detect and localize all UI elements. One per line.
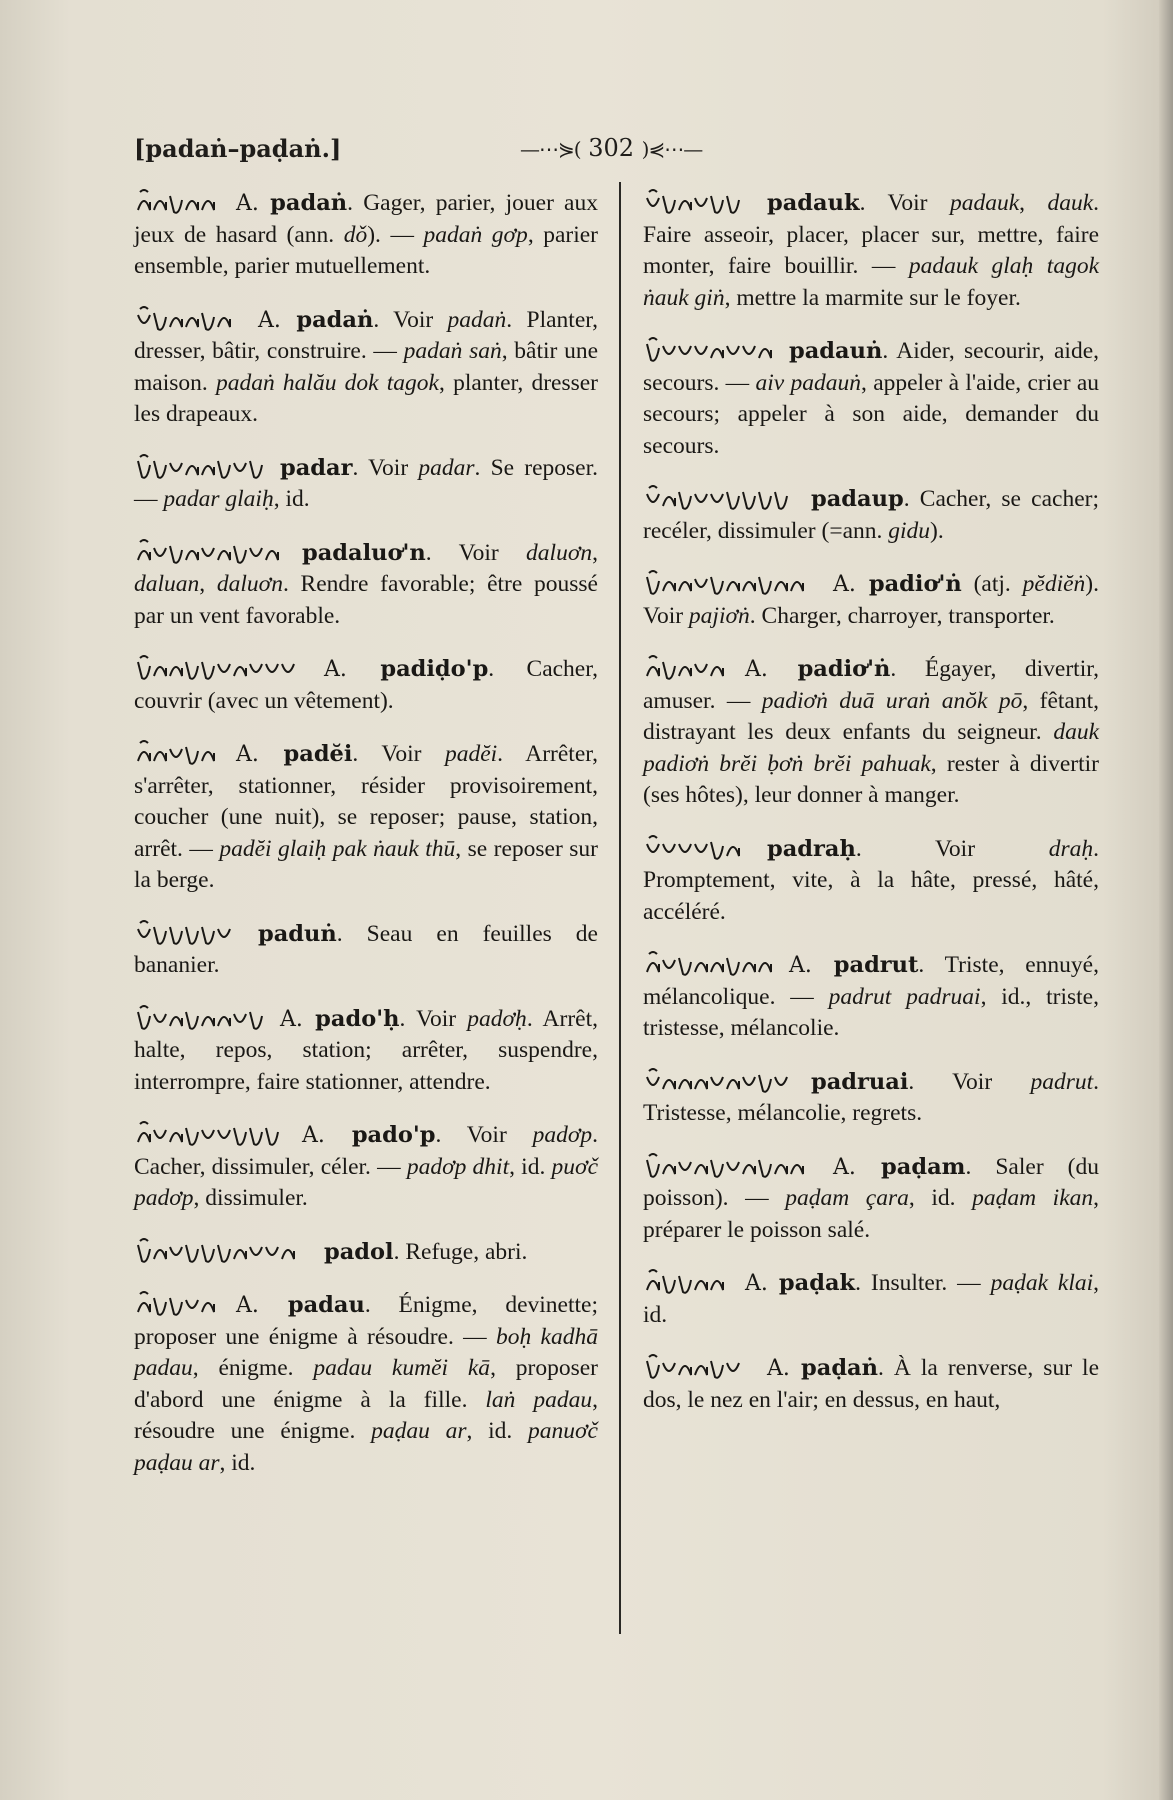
entry-definition: . Triste, ennuyé, mélancolique. — [643,952,1099,1010]
entry-example: padauk glaḥ tagok ṅauk giṅ [643,253,1100,311]
entry-headword: padiḍo'p [380,656,489,682]
entry-definition: . Cacher, se cacher; recéler, dissimuler (=ann. [643,486,1099,544]
entry-headword: paḍaṅ [801,1355,878,1381]
entry-definition: , [592,539,598,566]
entry-example: paḍam ikan [972,1185,1094,1211]
entry-origin-label: A. [789,953,834,978]
entry-example: daluơn [526,539,593,566]
dictionary-entry [134,305,598,431]
dictionary-entry [134,188,598,283]
dictionary-entry [643,834,1099,929]
entry-example: laṅ padau [485,1386,593,1413]
entry-definition: . Voir [908,1068,1031,1095]
cham-script-icon [134,1237,312,1267]
entry-origin-label: A. [236,1293,288,1318]
entry-example: paḍam çara [785,1185,909,1211]
entry-origin-label: A. [745,1271,779,1296]
dictionary-entry [643,336,1099,462]
right-ornament: )⋞⋯— [641,137,703,161]
cham-script-icon [643,484,799,514]
entry-definition: , fêtant, distrayant les deux enfants du seigneur. [643,687,1099,745]
entry-headword: padruai [811,1068,909,1095]
entry-definition: . Cacher, couvrir (avec un vêtement). [134,656,598,714]
dictionary-entry [643,1353,1099,1416]
entry-definition: . Voir [425,539,527,566]
cham-script-icon [643,1152,821,1182]
dictionary-entry [134,538,598,633]
entry-definition: . Planter, dresser, bâtir, construire. — [134,306,599,364]
dictionary-entry [134,1290,598,1479]
entry-example: dauk [1047,190,1094,216]
cham-script-icon [643,569,821,599]
entry-example: daluơn [216,571,283,597]
entry-definition: . Voir [855,835,1049,862]
entry-definition: . Rendre favorable; être poussé par un vent favorable. [134,571,598,629]
entry-definition: , id. [219,1449,256,1476]
cham-script-icon [643,336,777,366]
cham-script-icon [134,1120,290,1150]
entry-definition: , préparer le poisson salé. [643,1185,1100,1243]
entry-example: padơp [532,1122,593,1148]
entry-origin-label: A. [745,657,798,682]
entry-example: padau kumĕi kā [313,1355,491,1381]
entry-definition: . Voir [352,454,419,481]
entry-example: gidu [888,517,931,544]
entry-definition: , id. [908,1185,973,1211]
cham-script-icon [134,1290,224,1320]
entry-example: padar glaiḥ [163,486,274,512]
entry-origin-label: A. [767,1356,802,1381]
entry-example: padaṅ [447,306,507,333]
cham-script-icon [643,834,755,864]
cham-script-icon [134,654,312,684]
cham-script-icon [134,453,268,483]
entry-headword: padaup [811,486,904,512]
entry-definition: (atj. [961,571,1023,597]
entry-definition: . Promptement, vite, à la hâte, pressé, hâté, accéléré. [643,835,1099,925]
entry-example: padrut [1030,1068,1094,1095]
entry-headword: padrut [833,952,919,978]
entry-example: pĕdiĕṅ [1022,571,1086,597]
entry-definition: ). [930,517,944,544]
entry-definition: , id., triste, tristesse, mélancolie. [643,983,1099,1041]
entry-origin-label: A. [302,1123,352,1148]
entry-example: puơč padơp [134,1153,599,1211]
entry-origin-label: A. [236,742,284,767]
entry-headword: paḍak [778,1270,856,1296]
entry-definition: . Faire asseoir, placer, placer sur, mettre, faire monter, faire bouillir. — [643,190,1100,279]
entry-definition: . Arrêt, halte, repos, station; arrêter, suspendre, interrompre, faire stationner, attendre. [134,1005,598,1095]
entry-headword: paduṅ [258,920,337,947]
cham-script-icon [643,950,777,980]
cham-script-icon [134,188,224,218]
left-column [134,188,598,1501]
dictionary-entry [643,569,1099,632]
entry-origin-label: A. [324,657,381,682]
entry-definition: , id. [509,1153,552,1180]
entry-definition: . Charger, charroyer, transporter. [749,602,1055,629]
dictionary-entry [134,453,598,516]
entry-headword: padaluơ'n [302,539,426,566]
entry-example: padrut padruai [828,983,981,1010]
entry-definition: . Tristesse, mélancolie, regrets. [643,1068,1099,1126]
entry-definition: , id. [273,486,310,512]
entry-definition: . Seau en feuilles de bananier. [134,920,598,978]
dictionary-entry [134,739,598,897]
entry-origin-label: A. [258,307,297,333]
cham-script-icon [643,188,755,218]
entry-definition: . Voir [859,190,950,216]
entry-example: draḥ [1048,835,1094,862]
entry-definition: . Insulter. — [855,1270,991,1296]
entry-example: padơp dhit [406,1153,510,1180]
entry-definition: , énigme. [192,1355,314,1381]
entry-example: paḍak klai [990,1270,1094,1296]
dictionary-entry [134,1004,598,1099]
entry-headword: paḍam [881,1153,966,1180]
dictionary-entry [134,1120,598,1215]
entry-example: padaṅ halău dok tagok [215,369,439,396]
dictionary-entry [643,188,1099,314]
entry-example: dauk padiơṅ brĕi ḅơṅ brĕi pahuak [643,719,1099,777]
entry-definition: . Égayer, divertir, amuser. — [643,656,1099,714]
entry-definition: , [1019,190,1048,216]
entry-example: padar [418,454,475,481]
cham-script-icon [134,305,246,335]
entry-definition: . À la renverse, sur le dos, le nez en l'air; en dessus, en haut, [643,1355,1100,1413]
dictionary-entry [643,654,1099,812]
entry-headword: padiơ'ṅ [797,656,891,682]
entry-definition: , id. [643,1270,1100,1328]
entry-definition: , planter, dresser les drapeaux. [134,369,599,427]
entry-definition: , proposer d'abord une énigme à la fille. [134,1355,598,1413]
entry-example: daluan [134,571,200,597]
entry-headword: padol [324,1238,394,1265]
entry-definition: . Gager, parier, jouer aux jeux de hasard (ann. [134,190,598,248]
entry-headword: padiơ'ṅ [868,571,962,597]
entry-headword: pado'p [351,1122,436,1148]
entry-example: aiv padauṅ [755,369,862,396]
page-number-line [520,134,702,162]
entry-origin-label: A. [833,1154,882,1180]
dictionary-entry [134,919,598,982]
cham-script-icon [134,538,290,568]
dictionary-entry [134,654,598,717]
right-column [643,188,1099,1438]
entry-headword: padraḥ [767,835,856,862]
running-head: [padaṅ–paḍaṅ.] [134,134,342,163]
cham-script-icon [134,739,224,769]
dictionary-entry [643,484,1099,547]
entry-example: padơḥ [467,1005,527,1032]
entry-definition: ). — [367,221,424,248]
entry-definition: . Se reposer. — [134,454,598,512]
entry-definition: , résoudre une énigme. [134,1386,598,1444]
cham-script-icon [643,1067,799,1097]
page-edge-shadow [1159,0,1173,1800]
entry-definition: . Voir [352,741,445,767]
entry-example: padĕi [444,741,498,767]
entry-example: paḍau ar [371,1418,467,1444]
entry-definition: , appeler à l'aide, crier au secours; appeler à son aide, demander du secours. [643,369,1100,459]
entry-headword: padaṅ [296,306,374,333]
entry-example: padaṅ saṅ [403,338,502,364]
cham-script-icon [134,919,246,949]
dictionary-entry [134,1237,598,1269]
entry-definition: , bâtir une maison. [134,338,599,396]
cham-script-icon [643,1353,755,1383]
entry-definition: . Saler (du poisson). — [643,1153,1099,1211]
entry-headword: padauṅ [789,338,883,364]
cham-script-icon [643,1268,733,1298]
entry-origin-label: A. [833,572,869,597]
dictionary-entry [643,1152,1099,1247]
entry-definition: . Arrêter, s'arrêter, stationner, résider provisoirement, coucher (une nuit), se reposer; pause, station, arrêt. — [134,741,599,862]
dictionary-entry [643,1067,1099,1130]
entry-example: padiơṅ duā uraṅ anŏk pō [761,687,1023,714]
entry-headword: padaṅ [270,190,348,216]
entry-example: padaṅ gơp [423,221,528,248]
entry-example: dǒ [343,221,368,248]
entry-definition: . Voir [399,1005,468,1032]
entry-definition: . Énigme, devinette; proposer une énigme à résoudre. — [134,1292,598,1350]
entry-headword: padauk [767,190,860,216]
entry-example: boḥ kadhā padau [134,1323,598,1381]
entry-example: padĕi glaiḥ pak ṅauk thū [219,835,456,862]
entry-definition: , dissimuler. [193,1185,308,1211]
entry-definition: , se reposer sur la berge. [134,835,598,893]
entry-definition: ). Voir [643,571,1099,629]
entry-origin-label: A. [236,191,271,216]
entry-definition: . Refuge, abri. [393,1238,528,1265]
entry-definition: . Voir [373,306,448,333]
entry-example: panuơč paḍau ar [134,1418,598,1476]
dictionary-entry [643,1268,1099,1331]
entry-definition: , [199,571,217,597]
left-ornament: —⋯⋟( [520,137,581,161]
entry-origin-label: A. [280,1006,316,1032]
entry-definition: , parier ensemble, parier mutuellement. [134,221,599,279]
entry-definition: , rester à divertir (ses hôtes), leur donner à manger. [643,750,1099,808]
entry-headword: padĕi [283,741,353,767]
entry-headword: pado'ḥ [315,1005,400,1032]
entry-definition: . Cacher, dissimuler, céler. — [134,1122,599,1180]
entry-definition: . Aider, secourir, aide, secours. — [643,338,1099,396]
entry-definition: , id. [466,1418,529,1444]
column-divider [619,182,621,1634]
entry-example: padauk [949,190,1020,216]
cham-script-icon [643,654,733,684]
entry-definition: , mettre la marmite sur le foyer. [724,284,1021,311]
dictionary-entry [643,950,1099,1045]
entry-headword: padar [280,454,353,481]
page-number: 302 [588,134,635,162]
entry-headword: padau [287,1292,365,1318]
cham-script-icon [134,1004,268,1034]
entry-example: pajiơṅ [688,602,750,629]
entry-definition: . Voir [435,1122,533,1148]
